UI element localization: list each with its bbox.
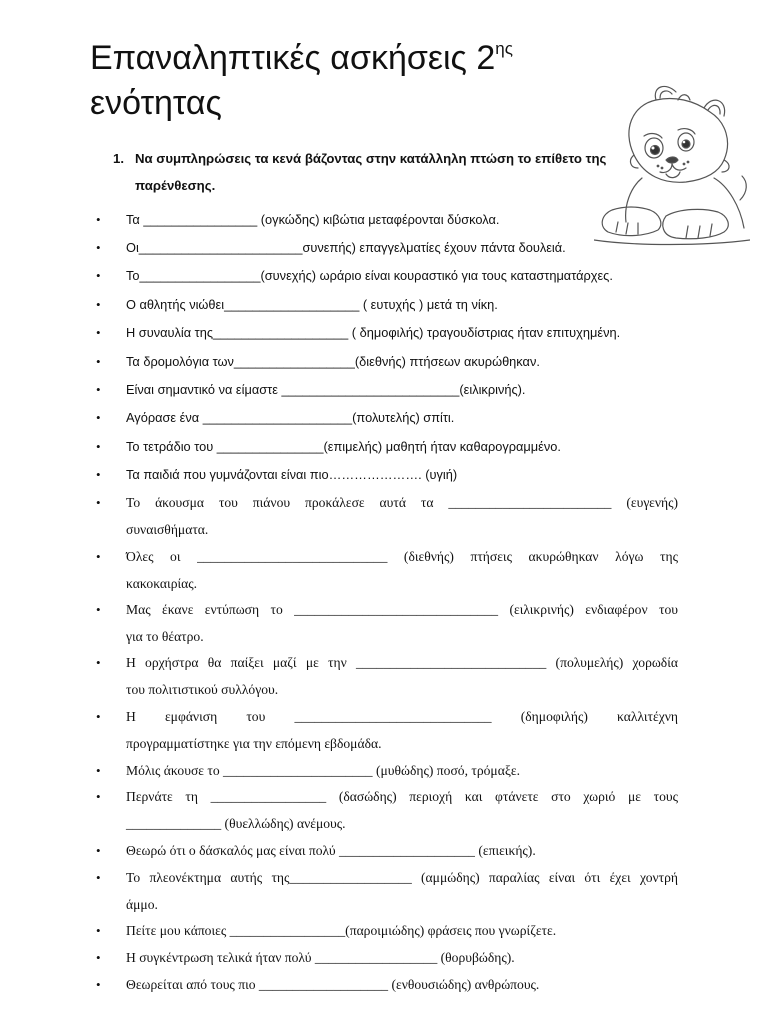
bullet-icon: • bbox=[96, 709, 101, 724]
bullet-icon: • bbox=[96, 495, 101, 510]
list-item bbox=[96, 489, 678, 543]
bullet-icon: • bbox=[96, 655, 101, 670]
item-line: Τα παιδιά που γυμνάζονται είναι πιο…………………. (υγιή) bbox=[126, 467, 458, 482]
list-item bbox=[96, 234, 678, 261]
bullet-icon: • bbox=[96, 870, 101, 885]
task-number: 1. bbox=[113, 151, 124, 166]
list-item bbox=[96, 757, 678, 784]
list-item bbox=[96, 543, 678, 597]
item-line: Τα δρομολόγια των_________________(διεθνής) πτήσεων ακυρώθηκαν. bbox=[126, 354, 540, 369]
list-item bbox=[96, 291, 678, 318]
item-line: Είναι σημαντικό να είμαστε _________________________(ειλικρινής). bbox=[126, 382, 526, 397]
bullet-icon: • bbox=[96, 843, 101, 858]
item-line-continued: συναισθήματα. bbox=[126, 522, 209, 537]
item-line: Το_________________(συνεχής) ωράριο είναι κουραστικό για τους καταστηματάρχες. bbox=[126, 268, 613, 283]
bullet-icon: • bbox=[96, 410, 101, 425]
title-line-2: ενότητας bbox=[90, 84, 222, 122]
list-item bbox=[96, 703, 678, 757]
item-line-continued: άμμο. bbox=[126, 897, 158, 912]
bullet-icon: • bbox=[96, 977, 101, 992]
item-line: Αγόρασε ένα _____________________(πολυτελής) σπίτι. bbox=[126, 410, 455, 425]
item-line: Τα ________________ (ογκώδης) κιβώτια μεταφέρονται δύσκολα. bbox=[126, 212, 500, 227]
list-item bbox=[96, 262, 678, 289]
list-item bbox=[96, 944, 678, 971]
bullet-icon: • bbox=[96, 789, 101, 804]
bullet-icon: • bbox=[96, 763, 101, 778]
bullet-icon: • bbox=[96, 240, 101, 255]
list-item bbox=[96, 864, 678, 918]
bullet-icon: • bbox=[96, 212, 101, 227]
bullet-icon: • bbox=[96, 439, 101, 454]
item-line-continued: ______________ (θυελλώδης) ανέμους. bbox=[126, 816, 346, 831]
title-main: Επαναληπτικές ασκήσεις 2 bbox=[90, 39, 496, 77]
item-line-continued: κακοκαιρίας. bbox=[126, 576, 198, 591]
item-line: Η ορχήστρα θα παίξει μαζί με την ____________________________ (πολυμελής) χορωδία bbox=[126, 655, 678, 670]
item-line: Η συγκέντρωση τελικά ήταν πολύ __________________ (θορυβώδης). bbox=[126, 950, 515, 965]
item-line: Θεωρείται από τους πιο ___________________ (ενθουσιώδης) ανθρώπους. bbox=[126, 977, 540, 992]
title-superscript: ης bbox=[495, 39, 513, 58]
task-instruction bbox=[113, 145, 613, 199]
bullet-icon: • bbox=[96, 950, 101, 965]
item-line: Μας έκανε εντύπωση το ______________________________ (ειλικρινής) ενδιαφέρον του bbox=[126, 602, 678, 617]
list-item bbox=[96, 596, 678, 650]
list-item bbox=[96, 837, 678, 864]
item-line: Το πλεονέκτημα αυτής της__________________ (αμμώδης) παραλίας είναι ότι έχει χοντρή bbox=[126, 870, 678, 885]
bullet-icon: • bbox=[96, 923, 101, 938]
item-line: Ο αθλητής νιώθει___________________ ( ευτυχής ) μετά τη νίκη. bbox=[126, 297, 498, 312]
list-item bbox=[96, 319, 678, 346]
item-line: Η συναυλία της___________________ ( δημοφιλής) τραγουδίστριας ήταν επιτυχημένη. bbox=[126, 325, 621, 340]
bullet-icon: • bbox=[96, 297, 101, 312]
bullet-icon: • bbox=[96, 549, 101, 564]
list-item bbox=[96, 376, 678, 403]
item-line: Μόλις άκουσε το ______________________ (μυθώδης) ποσό, τρόμαξε. bbox=[126, 763, 520, 778]
list-item bbox=[96, 649, 678, 703]
list-item bbox=[96, 917, 678, 944]
item-line: Περνάτε τη _________________ (δασώδης) περιοχή και φτάνετε στο χωριό με τους bbox=[126, 789, 678, 804]
task-text: Να συμπληρώσεις τα κενά βάζοντας στην κατάλληλη πτώση το επίθετο της παρένθεσης. bbox=[135, 151, 607, 193]
bullet-icon: • bbox=[96, 382, 101, 397]
item-line: Το άκουσμα του πιάνου προκάλεσε αυτά τα ________________________ (ευγενής) bbox=[126, 495, 678, 510]
list-item bbox=[96, 206, 678, 233]
list-item bbox=[96, 404, 678, 431]
bullet-icon: • bbox=[96, 602, 101, 617]
item-line: Οι_______________________συνεπής) επαγγελματίες έχουν πάντα δουλειά. bbox=[126, 240, 566, 255]
bullet-icon: • bbox=[96, 354, 101, 369]
item-line: Πείτε μου κάποιες _________________(παροιμιώδης) φράσεις που γνωρίζετε. bbox=[126, 923, 557, 938]
bullet-icon: • bbox=[96, 467, 101, 482]
list-item bbox=[96, 348, 678, 375]
page-title bbox=[90, 26, 610, 126]
list-item bbox=[96, 433, 678, 460]
item-line: Η εμφάνιση του _____________________________ (δημοφιλής) καλλιτέχνη bbox=[126, 709, 678, 724]
item-line-continued: του πολιτιστικού συλλόγου. bbox=[126, 682, 279, 697]
list-item bbox=[96, 971, 678, 998]
item-line-continued: για το θέατρο. bbox=[126, 629, 204, 644]
item-line: Το τετράδιο του _______________(επιμελής) μαθητή ήταν καθαρογραμμένο. bbox=[126, 439, 561, 454]
bullet-icon: • bbox=[96, 268, 101, 283]
list-item bbox=[96, 461, 678, 488]
list-item bbox=[96, 783, 678, 837]
item-line: Όλες οι ____________________________ (διεθνής) πτήσεις ακυρώθηκαν λόγω της bbox=[126, 549, 678, 564]
item-line-continued: προγραμματίστηκε για την επόμενη εβδομάδα. bbox=[126, 736, 382, 751]
bullet-icon: • bbox=[96, 325, 101, 340]
item-line: Θεωρώ ότι ο δάσκαλός μας είναι πολύ ____________________ (επιεικής). bbox=[126, 843, 536, 858]
